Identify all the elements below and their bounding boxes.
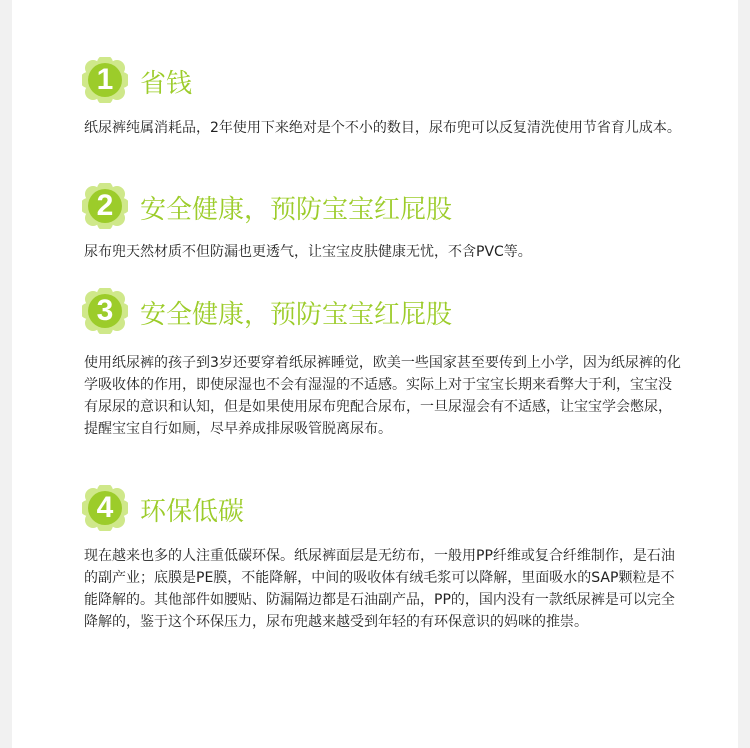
section-body: 纸尿裤纯属消耗品，2年使用下来绝对是个不小的数目，尿布兜可以反复清洗使用节省育儿成本。 bbox=[84, 120, 681, 136]
badge-number: 3 bbox=[96, 294, 114, 327]
number-badge bbox=[82, 57, 128, 103]
section-title: 环保低碳 bbox=[140, 497, 245, 527]
section-body: 现在越来也多的人注重低碳环保。纸尿裤面层是无纺布，一般用PP纤维或复合纤维制作，是石油的副产业；底膜是PE膜，不能降解，中间的吸收体有绒毛浆可以降解，里面吸水的SAP颗粒是不能降解的。其他部件如腰贴、防漏隔边都是石油副产品，PP的，国内没有一款纸尿裤是可以完全降解的，鉴于这个环保压力，尿布兜越来越受到年轻的有环保意识的妈咪的推崇。 bbox=[84, 548, 675, 630]
section-body: 尿布兜天然材质不但防漏也更透气，让宝宝皮肤健康无忧，不含PVC等。 bbox=[84, 244, 532, 260]
badge-number: 4 bbox=[96, 491, 114, 524]
section-title: 省钱 bbox=[140, 69, 193, 99]
badge-number: 1 bbox=[96, 63, 114, 96]
number-badge bbox=[82, 485, 128, 531]
number-badge bbox=[82, 183, 128, 229]
number-badge bbox=[82, 288, 128, 334]
badge-number: 2 bbox=[96, 189, 114, 222]
section-title: 安全健康，预防宝宝红屁股 bbox=[140, 195, 453, 225]
section-title: 安全健康，预防宝宝红屁股 bbox=[140, 300, 453, 330]
section-body: 使用纸尿裤的孩子到3岁还要穿着纸尿裤睡觉，欧美一些国家甚至要传到上小学，因为纸尿裤的化学吸收体的作用，即使尿湿也不会有湿湿的不适感。实际上对于宝宝长期来看弊大于利，宝宝没有尿尿的意识和认知，但是如果使用尿布兜配合尿布，一旦尿湿会有不适感，让宝宝学会憋尿，提醒宝宝自行如厕，尽早养成排尿吸管脱离尿布。 bbox=[84, 355, 681, 437]
content-page bbox=[12, 0, 738, 748]
